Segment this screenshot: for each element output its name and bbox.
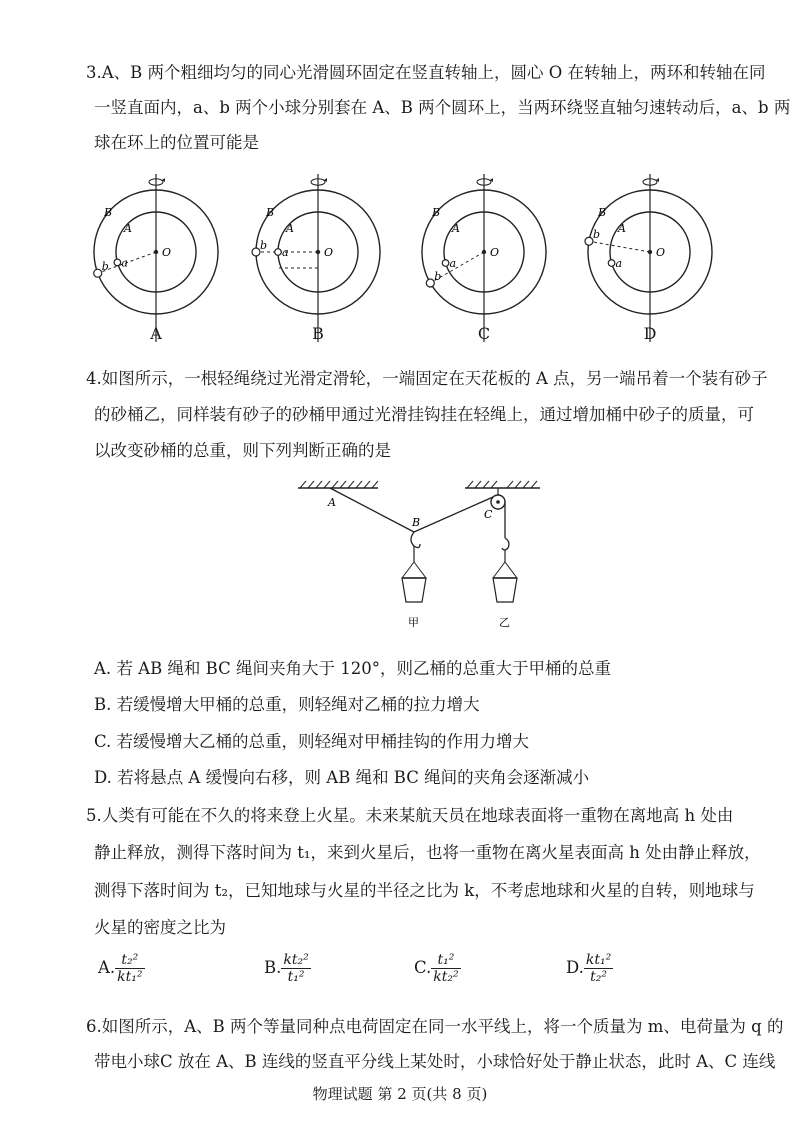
label-bucket-yi: 乙	[499, 616, 510, 629]
q4-line-1: 4.如图所示，一根轻绳绕过光滑定滑轮，一端固定在天花板的 A 点，另一端吊着一个装有砂子	[86, 369, 768, 388]
ball-b	[426, 279, 434, 287]
q4-option-a: A. 若 AB 绳和 BC 绳间夹角大于 120°，则乙桶的总重大于甲桶的总重	[94, 659, 611, 678]
q3-line-2: 一竖直面内，a、b 两个小球分别套在 A、B 两个圆环上，当两环绕竖直轴匀速转动后，a、b 两	[94, 98, 791, 117]
label-ball-a: a	[282, 246, 289, 259]
ball-b	[252, 248, 260, 256]
label-ball-a: a	[449, 257, 457, 271]
label-ring-b: B	[598, 206, 607, 219]
figure-label-d: D	[643, 324, 657, 343]
label-ring-b: B	[104, 206, 113, 219]
label-point-b: B	[412, 516, 421, 529]
q5-option-c: C. $\frac{\text{t₁²}}{\text{kt₂²}}$	[414, 952, 459, 985]
label-ring-b: B	[266, 206, 275, 219]
q4-option-b: B. 若缓慢增大甲桶的总重，则轻绳对乙桶的拉力增大	[94, 695, 480, 714]
ball-b	[585, 237, 593, 245]
label-center-o: O	[490, 246, 500, 259]
q6-line-1: 6.如图所示，A、B 两个等量同种点电荷固定在同一水平线上，将一个质量为 m、电荷量为 q 的	[86, 1017, 784, 1036]
label-ring-b: B	[432, 206, 441, 219]
label-ring-a: A	[124, 222, 132, 235]
q4-option-c: C. 若缓慢增大乙桶的总重，则轻绳对甲桶挂钩的作用力增大	[94, 732, 530, 751]
label-ball-a: a	[121, 256, 128, 270]
hook-left	[411, 532, 420, 548]
label-ring-a: A	[618, 222, 626, 235]
label-ball-b: b	[101, 260, 109, 274]
pulley-diagram	[290, 470, 550, 640]
q5-option-a: A. $\frac{\text{t₂²}}{\text{kt₁²}}$	[98, 952, 143, 985]
q5-line-3: 测得下落时间为 t₂，已知地球与火星的半径之比为 k，不考虑地球和火星的自转，则地球与	[94, 881, 755, 900]
figure-label-b: B	[312, 324, 324, 343]
label-ring-a: A	[452, 222, 460, 235]
q5-line-4: 火星的密度之比为	[94, 918, 226, 937]
q5-line-2: 静止释放，测得下落时间为 t₁，来到火星后，也将一重物在离火星表面高 h 处由静止释放，	[94, 843, 761, 862]
label-ring-a: A	[286, 222, 294, 235]
ball-a	[275, 249, 282, 256]
label-bucket-jia: 甲	[408, 616, 419, 629]
q5-option-b: B. $\frac{\text{kt₂²}}{\text{t₁²}}$	[264, 952, 309, 985]
page-footer: 物理试题 第 2 页(共 8 页)	[312, 1085, 488, 1103]
ball-a	[114, 259, 121, 266]
bucket-yi	[493, 562, 517, 602]
q6-line-2: 带电小球C 放在 A、B 连线的竖直平分线上某处时，小球恰好处于静止状态，此时 A、C 连线	[94, 1052, 776, 1071]
label-ball-b: b	[592, 228, 600, 242]
label-center-o: O	[656, 246, 666, 259]
hook-right	[502, 538, 509, 550]
bucket-jia	[402, 562, 426, 602]
ball-b	[94, 269, 102, 277]
rope-bc	[414, 497, 493, 532]
dashed-radius	[589, 241, 650, 252]
q3-line-1: 3.A、B 两个粗细均匀的同心光滑圆环固定在竖直转轴上，圆心 O 在转轴上，两环和转轴在同	[86, 63, 766, 82]
q3-line-3: 球在环上的位置可能是	[94, 133, 259, 152]
q4-option-d: D. 若将悬点 A 缓慢向右移，则 AB 绳和 BC 绳间的夹角会逐渐减小	[94, 768, 590, 787]
label-ball-b: b	[260, 239, 268, 252]
label-point-a: A	[328, 496, 336, 509]
ball-a	[608, 260, 615, 267]
q5-option-d: D. $\frac{\text{kt₁²}}{\text{t₂²}}$	[566, 952, 612, 985]
label-ball-a: a	[615, 257, 623, 271]
label-ball-b: b	[434, 270, 442, 283]
figure-label-a: A	[150, 324, 162, 343]
figure-label-c: C	[477, 324, 491, 343]
q5-line-1: 5.人类有可能在不久的将来登上火星。未来某航天员在地球表面将一重物在离地高 h 处由	[86, 806, 734, 825]
label-center-o: O	[162, 246, 172, 259]
label-center-o: O	[324, 246, 334, 259]
rope-ab	[330, 488, 414, 532]
q4-line-3: 以改变砂桶的总重，则下列判断正确的是	[94, 441, 391, 460]
ball-a	[442, 260, 449, 267]
label-point-c: C	[484, 508, 493, 521]
q4-line-2: 的砂桶乙，同样装有砂子的砂桶甲通过光滑挂钩挂在轻绳上，通过增加桶中砂子的质量，可	[94, 405, 754, 424]
